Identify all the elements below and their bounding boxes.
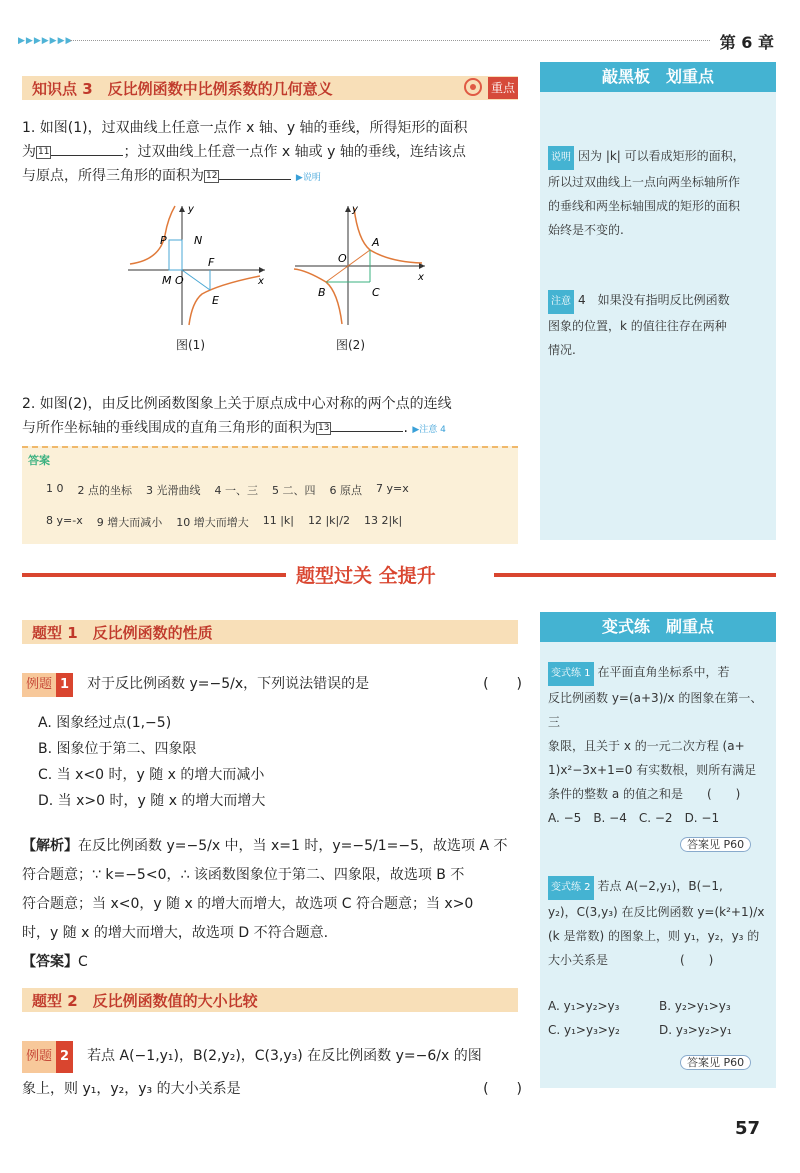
example-number: 1	[56, 673, 73, 697]
label-C: C	[372, 286, 380, 299]
option-a: A. 图象经过点(1,−5)	[38, 715, 172, 731]
variant-1-options: A. −5 B. −4 C. −2 D. −1	[548, 811, 720, 825]
blank-number: 11	[38, 146, 50, 157]
explain-tag: 说明	[548, 146, 574, 170]
label-P: P	[160, 234, 167, 247]
answer-row-2	[46, 514, 402, 530]
answer-blank	[51, 141, 123, 156]
side-note-attention: 注意 4 如果没有指明反比例函数 图象的位置，k 的值往往存在两种 情况.	[548, 288, 770, 362]
answer-link-2[interactable]: 答案见 P60	[680, 1054, 751, 1070]
answer-item: 4 一、三	[214, 484, 258, 497]
example-stem: 对于反比例函数 y=−5/x，下列说法错误的是	[87, 676, 370, 692]
variant-1: 变式练 1 在平面直角坐标系中，若 反比例函数 y=(a+3)/x 的图象在第一、三 象限，且关于 x 的一元二次方程 (a+ 1)x²−3x+1=0 有实数根，则所有满足 条件的整数 a 的值之和是 ( ) A. −5 B. −4 C. −2 D. −1	[548, 660, 770, 830]
header-arrows: ▶▶▶▶▶▶▶	[18, 36, 74, 46]
answer-item: 6 原点	[329, 484, 362, 497]
attention-tag: 注意	[548, 290, 574, 314]
analysis-label: 【解析】	[22, 838, 78, 854]
type-2-title: 题型 2 反比例函数值的大小比较	[32, 992, 258, 1010]
question-2	[22, 392, 522, 442]
answer-paren: ( )	[483, 1081, 522, 1097]
example-tag: 例题	[22, 673, 56, 697]
header-divider	[70, 40, 710, 41]
type-1-title: 题型 1 反比例函数的性质	[32, 624, 213, 642]
note-link[interactable]: ▶说明	[295, 173, 321, 183]
answer-item: 8 y=-x	[46, 514, 83, 527]
side-panel-title: 敲黑板 划重点	[540, 62, 776, 92]
answer-value: C	[78, 954, 88, 970]
answer-blank	[331, 417, 403, 432]
answer-row-1	[46, 482, 409, 498]
answer-item: 9 增大而减小	[96, 516, 163, 529]
q1-line2: 为 11 ；过双曲线上任意一点作 x 轴或 y 轴的垂线，连结该点	[22, 140, 522, 164]
label-N: N	[194, 234, 203, 247]
q2-line1: 2. 如图(2)，由反比例函数图象上关于原点成中心对称的两个点的连线	[22, 396, 452, 412]
answer-blank	[219, 165, 291, 180]
q1-line3: 与原点，所得三角形的面积为 12 ▶说明	[22, 164, 522, 190]
answer-item: 12 |k|/2	[307, 514, 350, 527]
answer-link-1[interactable]: 答案见 P60	[680, 836, 751, 852]
key-badge: 重点	[488, 77, 518, 99]
blank-number: 13	[318, 422, 330, 433]
answer-item: 13 2|k|	[363, 514, 403, 527]
answer-label: 【答案】	[22, 954, 78, 970]
label-y: y	[352, 204, 358, 215]
answer-item: 10 增大而增大	[176, 516, 249, 529]
example-number: 2	[56, 1041, 73, 1073]
option-b: B. 图象位于第二、四象限	[38, 741, 197, 757]
label-x: x	[258, 276, 264, 287]
label-E: E	[212, 294, 219, 307]
answer-item: 11 |k|	[262, 514, 294, 527]
page-number: 57	[734, 1118, 760, 1139]
figure-2	[290, 200, 430, 330]
label-M: M	[162, 274, 172, 287]
q2-line2: 与所作坐标轴的垂线围成的直角三角形的面积为 13 . ▶注意 4	[22, 416, 522, 442]
options-list	[38, 710, 265, 814]
example-2: 例题 2 若点 A(−1,y₁)，B(2,y₂)，C(3,y₃) 在反比例函数 y=−6/x 的图 象上，则 y₁，y₂，y₃ 的大小关系是 ( )	[22, 1040, 522, 1105]
answer-item: 1 0	[46, 482, 64, 495]
variant-tag: 变式练 1	[548, 662, 594, 686]
note-link[interactable]: ▶注意 4	[412, 425, 446, 435]
answer-paren: ( )	[483, 676, 522, 692]
variant-2: 变式练 2 若点 A(−2,y₁)，B(−1, y₂)，C(3,y₃) 在反比例函数 y=(k²+1)/x (k 是常数) 的图象上，则 y₁，y₂，y₃ 的 大小关系是 ( )	[548, 874, 770, 972]
analysis: 【解析】在反比例函数 y=−5/x 中，当 x=1 时，y=−5/1=−5，故选项 A 不 符合题意；∵ k=−5<0，∴ 该函数图象位于第二、四象限，故选项 B 不 符合题意；当 x<0，y 随 x 的增大而增大，故选项 C 符合题意；当 x>0 时，y 随 x 的增大而增大，故选项 D 不符合题意. 【答案】C	[22, 838, 508, 970]
option-c: C. 当 x<0 时，y 随 x 的增大而减小	[38, 767, 265, 783]
figure-2-caption: 图(2)	[336, 338, 365, 352]
answer-item: 5 二、四	[272, 484, 316, 497]
q1-line1: 1. 如图(1)，过双曲线上任意一点作 x 轴、y 轴的垂线，所得矩形的面积	[22, 120, 468, 136]
answer-label: 答案	[28, 454, 50, 467]
label-A: A	[372, 236, 380, 249]
banner-line-left	[22, 573, 286, 577]
example-tag: 例题	[22, 1041, 56, 1073]
side-panel-title: 变式练 刷重点	[540, 612, 776, 642]
example-1	[22, 672, 522, 697]
section-title: 知识点 3 反比例函数中比例系数的几何意义	[32, 80, 333, 98]
answer-item: 3 光滑曲线	[146, 484, 201, 497]
banner-title: 题型过关 全提升	[296, 565, 436, 587]
side-note-explain: 说明 因为 |k| 可以看成矩形的面积， 所以过双曲线上一点向两坐标轴所作 的垂线和两坐标轴围成的矩形的面积 始终是不变的.	[548, 144, 770, 242]
label-F: F	[208, 256, 215, 269]
variant-2-options: A. y₁>y₂>y₃ B. y₂>y₁>y₃ C. y₁>y₃>y₂ D. y₃>y₂>y₁	[548, 999, 732, 1037]
question-1	[22, 116, 522, 190]
label-O: O	[338, 252, 347, 265]
label-y: y	[188, 204, 194, 215]
answer-item: 2 点的坐标	[77, 484, 132, 497]
figure-1	[120, 200, 270, 330]
label-B: B	[318, 286, 326, 299]
target-icon	[464, 78, 482, 96]
answer-item: 7 y=x	[376, 482, 409, 495]
variant-tag: 变式练 2	[548, 876, 594, 900]
figure-1-caption: 图(1)	[176, 338, 205, 352]
blank-number: 12	[206, 170, 218, 181]
label-O: O	[175, 274, 184, 287]
chapter-title: 第 6 章	[719, 33, 774, 52]
option-d: D. 当 x>0 时，y 随 x 的增大而增大	[38, 793, 266, 809]
banner-line-right	[494, 573, 776, 577]
label-x: x	[418, 272, 424, 283]
